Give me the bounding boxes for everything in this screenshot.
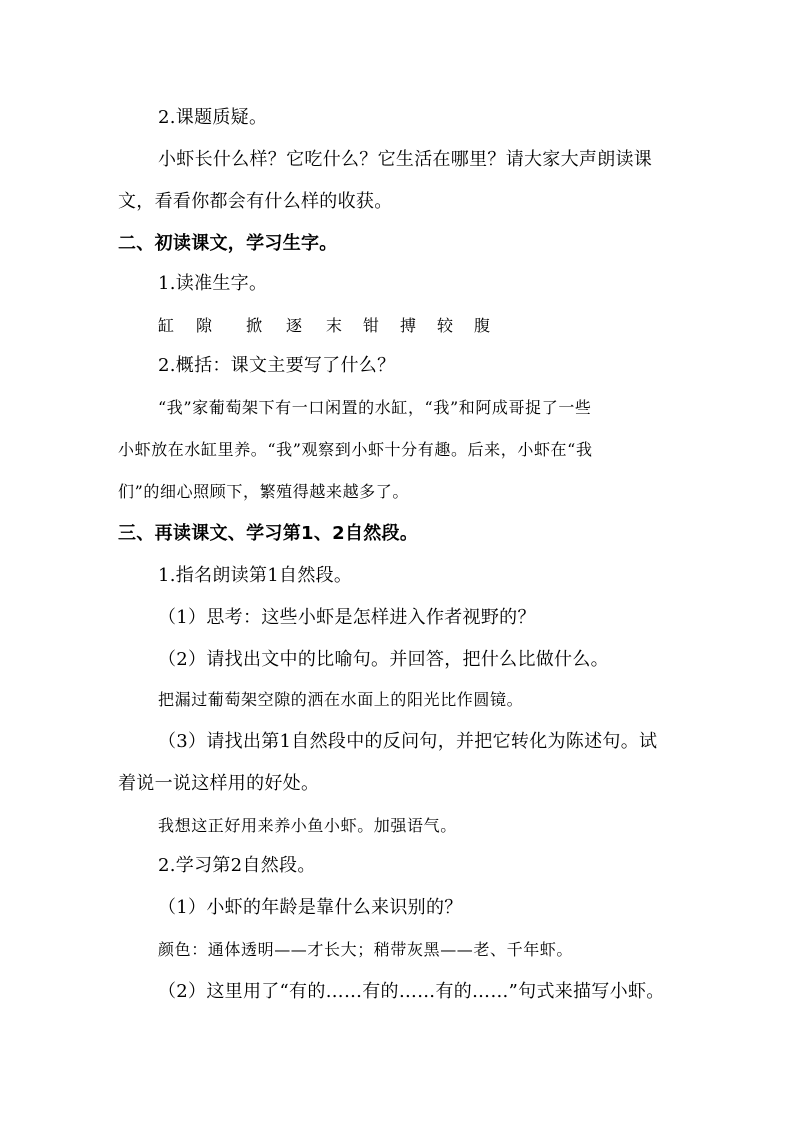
new-characters-row [158, 314, 511, 338]
sub-question-continued: 着说一说这样用的好处。 [118, 773, 320, 794]
answer-line: “我”家葡萄架下有一口闲置的水缸，“我”和阿成哥捉了一些 [158, 398, 592, 417]
character: 末 [326, 316, 343, 335]
sub-question: （2）请找出文中的比喻句。并回答，把什么比做什么。 [158, 649, 609, 670]
character: 较 [437, 316, 454, 335]
sub-question: （1）小虾的年龄是靠什么来识别的？ [158, 897, 463, 918]
answer-line: 把漏过葡萄架空隙的洒在水面上的阳光比作圆镜。 [158, 690, 524, 709]
character: 掀 [246, 316, 263, 335]
item-read-paragraph-1: 1.指名朗读第1自然段。 [158, 565, 353, 586]
paragraph-line: 文，看看你都会有什么样的收获。 [118, 191, 393, 212]
section-heading-3: 三、再读课文、学习第1、2自然段。 [118, 523, 419, 544]
character: 逐 [286, 316, 303, 335]
answer-line: 我想这正好用来养小鱼小虾。加强语气。 [158, 816, 457, 835]
item-summary-question: 2.概括：课文主要写了什么？ [158, 355, 396, 376]
character: 隙 [196, 316, 213, 335]
answer-line: 们”的细心照顾下，繁殖得越来越多了。 [118, 482, 409, 501]
sub-question: （3）请找出第1自然段中的反问句，并把它转化为陈述句。试 [158, 731, 658, 752]
answer-line: 小虾放在水缸里养。“我”观察到小虾十分有趣。后来，小虾在“我 [118, 440, 593, 459]
paragraph-line: 小虾长什么样？它吃什么？它生活在哪里？请大家大声朗读课 [158, 149, 653, 170]
item-study-paragraph-2: 2.学习第2自然段。 [158, 855, 316, 876]
character: 腹 [474, 316, 491, 335]
character: 缸 [158, 316, 175, 335]
item-question-topic: 2.课题质疑。 [158, 107, 268, 128]
sub-question: （1）思考：这些小虾是怎样进入作者视野的？ [158, 607, 536, 628]
answer-line: 颜色：通体透明——才长大；稍带灰黑——老、千年虾。 [158, 940, 574, 959]
sub-question: （2）这里用了“有的……有的……有的……”句式来描写小虾。 [158, 981, 665, 1002]
item-read-characters: 1.读准生字。 [158, 273, 268, 294]
character: 搏 [400, 316, 417, 335]
character: 钳 [363, 316, 380, 335]
section-heading-2: 二、初读课文，学习生字。 [118, 233, 338, 254]
